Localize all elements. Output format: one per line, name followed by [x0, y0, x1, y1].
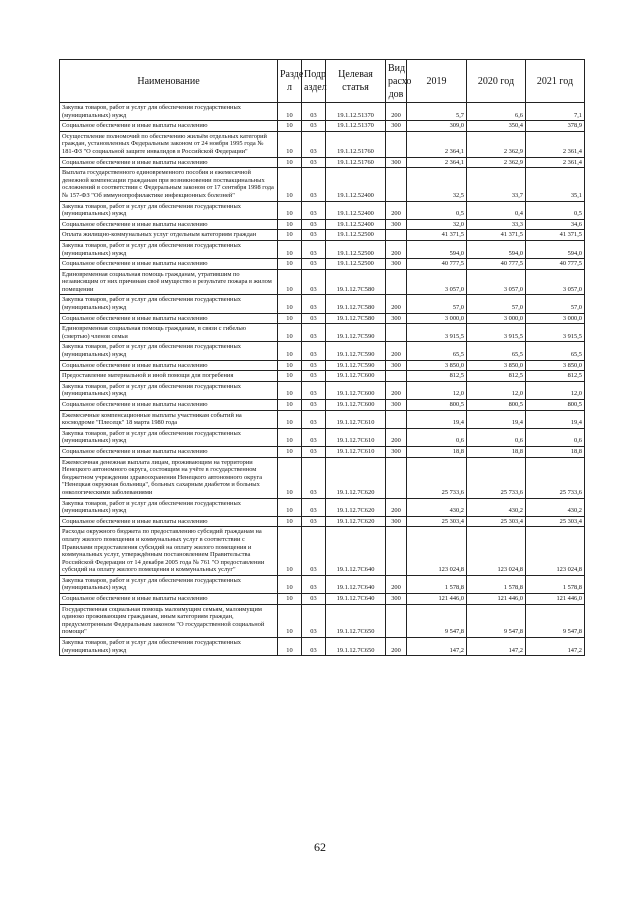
row-target-article: 19.1.12.51370 [326, 121, 386, 132]
row-subsection: 03 [302, 604, 326, 637]
row-section: 10 [278, 446, 302, 457]
row-name: Закупка товаров, работ и услуг для обеспечения государственных (муниципальных) нужд [60, 498, 278, 516]
table-row [60, 269, 585, 295]
table-row [60, 400, 585, 411]
row-value-2020: 430,2 [467, 498, 526, 516]
row-target-article: 19.1.12.51370 [326, 103, 386, 121]
row-value-2019: 40 777,5 [407, 259, 467, 270]
row-target-article: 19.1.12.52500 [326, 240, 386, 258]
row-value-2020: 812,5 [467, 371, 526, 382]
row-value-2020: 3 850,0 [467, 360, 526, 371]
row-name: Закупка товаров, работ и услуг для обеспечения государственных (муниципальных) нужд [60, 381, 278, 399]
table-row [60, 457, 585, 498]
row-value-2020: 65,5 [467, 342, 526, 360]
row-value-2021: 147,2 [526, 638, 585, 656]
row-section: 10 [278, 457, 302, 498]
row-name: Социальное обеспечение и иные выплаты населению [60, 219, 278, 230]
row-name: Закупка товаров, работ и услуг для обеспечения государственных (муниципальных) нужд [60, 240, 278, 258]
row-subsection: 03 [302, 295, 326, 313]
row-value-2020: 18,8 [467, 446, 526, 457]
row-name: Единовременная социальная помощь гражданам, в связи с гибелью (смертью) членов семьи [60, 324, 278, 342]
table-row [60, 230, 585, 241]
row-target-article: 19.1.12.51760 [326, 131, 386, 157]
row-target-article: 19.1.12.7С620 [326, 516, 386, 527]
table-row [60, 410, 585, 428]
row-value-2020: 2 362,9 [467, 157, 526, 168]
row-name: Закупка товаров, работ и услуг для обеспечения государственных (муниципальных) нужд [60, 103, 278, 121]
row-expense-type: 200 [386, 201, 407, 219]
row-subsection: 03 [302, 131, 326, 157]
row-expense-type: 300 [386, 516, 407, 527]
col-header-expense-type: Вид расхо дов [386, 60, 407, 103]
row-name: Закупка товаров, работ и услуг для обеспечения государственных (муниципальных) нужд [60, 638, 278, 656]
row-value-2020: 2 362,9 [467, 131, 526, 157]
row-subsection: 03 [302, 259, 326, 270]
row-expense-type: 200 [386, 498, 407, 516]
row-target-article: 19.1.12.7С650 [326, 638, 386, 656]
table-row [60, 131, 585, 157]
col-header-subsection: Подр аздел [302, 60, 326, 103]
row-expense-type [386, 230, 407, 241]
row-expense-type: 200 [386, 575, 407, 593]
row-value-2021: 3 057,0 [526, 269, 585, 295]
row-value-2019: 9 547,8 [407, 604, 467, 637]
row-target-article: 19.1.12.7С640 [326, 594, 386, 605]
row-section: 10 [278, 410, 302, 428]
row-target-article: 19.1.12.52500 [326, 230, 386, 241]
row-section: 10 [278, 381, 302, 399]
table-row [60, 516, 585, 527]
row-expense-type: 300 [386, 360, 407, 371]
row-name: Социальное обеспечение и иные выплаты населению [60, 400, 278, 411]
row-subsection: 03 [302, 410, 326, 428]
row-expense-type [386, 131, 407, 157]
row-section: 10 [278, 604, 302, 637]
row-section: 10 [278, 295, 302, 313]
row-subsection: 03 [302, 269, 326, 295]
row-value-2019: 18,8 [407, 446, 467, 457]
row-value-2019: 800,5 [407, 400, 467, 411]
row-target-article: 19.1.12.7С590 [326, 342, 386, 360]
row-section: 10 [278, 168, 302, 201]
row-expense-type: 200 [386, 428, 407, 446]
row-subsection: 03 [302, 516, 326, 527]
row-value-2019: 121 446,0 [407, 594, 467, 605]
row-value-2021: 34,6 [526, 219, 585, 230]
row-expense-type: 200 [386, 103, 407, 121]
row-target-article: 19.1.12.7С640 [326, 575, 386, 593]
row-subsection: 03 [302, 638, 326, 656]
row-value-2019: 2 364,1 [407, 157, 467, 168]
row-name: Единовременная социальная помощь гражданам, утратившим по независящим от них причинам своё имущество в результате пожара в жилом помещении [60, 269, 278, 295]
row-section: 10 [278, 259, 302, 270]
col-header-2019: 2019 [407, 60, 467, 103]
row-value-2019: 123 024,8 [407, 527, 467, 576]
row-value-2019: 2 364,1 [407, 131, 467, 157]
row-value-2021: 2 361,4 [526, 157, 585, 168]
row-value-2019: 3 000,0 [407, 313, 467, 324]
row-value-2021: 812,5 [526, 371, 585, 382]
row-subsection: 03 [302, 400, 326, 411]
row-section: 10 [278, 360, 302, 371]
row-expense-type: 300 [386, 219, 407, 230]
row-name: Социальное обеспечение и иные выплаты населению [60, 594, 278, 605]
row-name: Расходы окружного бюджета по предоставлению субсидий гражданам на оплату жилого помещения и коммунальных услуг в соответствии с Правилами предоставления субсидий на оплату жилого помещения и коммунальных услуг, утверждённым постановлением Правительства Российской Федерации от 14 декабря 2005 года № 761 "О предоставлении субсидий на оплату жилого помещения и коммунальных услуг" [60, 527, 278, 576]
row-value-2019: 0,6 [407, 428, 467, 446]
row-value-2021: 35,1 [526, 168, 585, 201]
row-name: Закупка товаров, работ и услуг для обеспечения государственных (муниципальных) нужд [60, 428, 278, 446]
row-section: 10 [278, 269, 302, 295]
row-subsection: 03 [302, 360, 326, 371]
row-subsection: 03 [302, 219, 326, 230]
col-header-section: Разде л [278, 60, 302, 103]
row-value-2020: 33,3 [467, 219, 526, 230]
row-target-article: 19.1.12.7С640 [326, 527, 386, 576]
row-value-2020: 3 000,0 [467, 313, 526, 324]
row-name: Социальное обеспечение и иные выплаты населению [60, 157, 278, 168]
row-value-2020: 6,6 [467, 103, 526, 121]
row-subsection: 03 [302, 527, 326, 576]
row-section: 10 [278, 371, 302, 382]
page-number: 62 [314, 840, 326, 854]
row-value-2020: 40 777,5 [467, 259, 526, 270]
row-subsection: 03 [302, 498, 326, 516]
row-value-2019: 3 057,0 [407, 269, 467, 295]
table-row [60, 201, 585, 219]
row-value-2019: 57,0 [407, 295, 467, 313]
row-subsection: 03 [302, 428, 326, 446]
row-name: Социальное обеспечение и иные выплаты населению [60, 313, 278, 324]
table-row [60, 575, 585, 593]
row-value-2021: 3 915,5 [526, 324, 585, 342]
row-name: Ежемесячная денежная выплата лицам, проживающим на территории Ненецкого автономного округа, состоящим на учёте в государственном бюджетном учреждении здравоохранения Ненецкого автономного округа "Ненецкая окружная больница", больных сахарным диабетом и больных онкологическими заболеваниями [60, 457, 278, 498]
row-subsection: 03 [302, 324, 326, 342]
row-value-2021: 1 578,8 [526, 575, 585, 593]
row-subsection: 03 [302, 313, 326, 324]
row-target-article: 19.1.12.7С580 [326, 313, 386, 324]
row-value-2021: 41 371,5 [526, 230, 585, 241]
row-value-2019: 430,2 [407, 498, 467, 516]
row-name: Государственная социальная помощь малоимущим семьям, малоимущим одиноко проживающим гражданам, иным категориям граждан, предусмотренным Федеральным законом "О государственной социальной помощи" [60, 604, 278, 637]
row-target-article: 19.1.12.7С600 [326, 371, 386, 382]
table-row [60, 103, 585, 121]
table-row [60, 324, 585, 342]
row-target-article: 19.1.12.7С650 [326, 604, 386, 637]
row-target-article: 19.1.12.7С580 [326, 295, 386, 313]
row-value-2019: 12,0 [407, 381, 467, 399]
row-expense-type: 300 [386, 121, 407, 132]
row-value-2019: 25 733,6 [407, 457, 467, 498]
row-section: 10 [278, 428, 302, 446]
row-expense-type [386, 324, 407, 342]
row-name: Выплата государственного единовременного пособия и ежемесячной денежной компенсации гражданам при возникновении поствакцинальных осложнений в соответствии с Федеральным законом от 17 сентября 1998 года № 157-ФЗ "Об иммунопрофилактике инфекционных болезней" [60, 168, 278, 201]
row-subsection: 03 [302, 240, 326, 258]
row-value-2020: 19,4 [467, 410, 526, 428]
row-value-2021: 3 850,0 [526, 360, 585, 371]
table-row [60, 342, 585, 360]
row-name: Осуществление полномочий по обеспечению жильём отдельных категорий граждан, установленных Федеральным законом от 24 ноября 1995 года № 181-ФЗ "О социальной защите инвалидов в Российской Федерации" [60, 131, 278, 157]
row-value-2021: 9 547,8 [526, 604, 585, 637]
table-row [60, 527, 585, 576]
row-name: Социальное обеспечение и иные выплаты населению [60, 516, 278, 527]
row-target-article: 19.1.12.7С580 [326, 269, 386, 295]
row-target-article: 19.1.12.7С600 [326, 400, 386, 411]
col-header-2021: 2021 год [526, 60, 585, 103]
row-value-2021: 123 024,8 [526, 527, 585, 576]
row-expense-type: 200 [386, 295, 407, 313]
row-target-article: 19.1.12.7С610 [326, 446, 386, 457]
row-section: 10 [278, 240, 302, 258]
row-subsection: 03 [302, 230, 326, 241]
row-value-2019: 41 371,5 [407, 230, 467, 241]
row-value-2020: 594,0 [467, 240, 526, 258]
row-value-2021: 430,2 [526, 498, 585, 516]
row-name: Закупка товаров, работ и услуг для обеспечения государственных (муниципальных) нужд [60, 201, 278, 219]
table-row [60, 360, 585, 371]
row-value-2020: 0,4 [467, 201, 526, 219]
row-value-2019: 25 303,4 [407, 516, 467, 527]
row-value-2020: 350,4 [467, 121, 526, 132]
row-value-2019: 0,5 [407, 201, 467, 219]
row-subsection: 03 [302, 381, 326, 399]
row-section: 10 [278, 313, 302, 324]
row-target-article: 19.1.12.52400 [326, 219, 386, 230]
row-subsection: 03 [302, 457, 326, 498]
row-value-2021: 594,0 [526, 240, 585, 258]
table-row [60, 604, 585, 637]
table-row [60, 219, 585, 230]
row-value-2021: 800,5 [526, 400, 585, 411]
table-row [60, 240, 585, 258]
row-section: 10 [278, 638, 302, 656]
row-value-2020: 57,0 [467, 295, 526, 313]
row-subsection: 03 [302, 168, 326, 201]
table-row [60, 446, 585, 457]
row-section: 10 [278, 121, 302, 132]
table-row [60, 638, 585, 656]
row-expense-type: 300 [386, 400, 407, 411]
row-section: 10 [278, 157, 302, 168]
row-value-2019: 147,2 [407, 638, 467, 656]
row-value-2021: 18,8 [526, 446, 585, 457]
row-value-2019: 3 850,0 [407, 360, 467, 371]
row-name: Закупка товаров, работ и услуг для обеспечения государственных (муниципальных) нужд [60, 342, 278, 360]
row-name: Социальное обеспечение и иные выплаты населению [60, 121, 278, 132]
row-name: Оплата жилищно-коммунальных услуг отдельным категориям граждан [60, 230, 278, 241]
table-row [60, 498, 585, 516]
row-subsection: 03 [302, 121, 326, 132]
row-value-2020: 800,5 [467, 400, 526, 411]
row-value-2020: 1 578,8 [467, 575, 526, 593]
table-row [60, 168, 585, 201]
row-value-2021: 65,5 [526, 342, 585, 360]
row-subsection: 03 [302, 575, 326, 593]
table-row [60, 259, 585, 270]
row-name: Социальное обеспечение и иные выплаты населению [60, 259, 278, 270]
row-section: 10 [278, 527, 302, 576]
row-expense-type: 200 [386, 342, 407, 360]
row-expense-type [386, 604, 407, 637]
row-value-2021: 378,9 [526, 121, 585, 132]
row-expense-type: 300 [386, 259, 407, 270]
row-subsection: 03 [302, 157, 326, 168]
table-row [60, 313, 585, 324]
row-value-2020: 123 024,8 [467, 527, 526, 576]
row-value-2021: 3 000,0 [526, 313, 585, 324]
row-value-2021: 7,1 [526, 103, 585, 121]
row-value-2019: 1 578,8 [407, 575, 467, 593]
row-name: Ежемесячные компенсационные выплаты участникам событий на космодроме "Плесецк" 18 марта 1980 года [60, 410, 278, 428]
row-value-2019: 32,0 [407, 219, 467, 230]
row-expense-type: 200 [386, 638, 407, 656]
row-value-2021: 57,0 [526, 295, 585, 313]
row-value-2021: 2 361,4 [526, 131, 585, 157]
row-value-2020: 9 547,8 [467, 604, 526, 637]
col-header-2020: 2020 год [467, 60, 526, 103]
table-row [60, 594, 585, 605]
row-value-2019: 594,0 [407, 240, 467, 258]
row-section: 10 [278, 324, 302, 342]
row-name: Предоставление материальной и иной помощи для погребения [60, 371, 278, 382]
row-section: 10 [278, 201, 302, 219]
row-target-article: 19.1.12.7С590 [326, 324, 386, 342]
header-row [60, 60, 585, 103]
row-value-2020: 147,2 [467, 638, 526, 656]
col-header-name: Наименование [60, 60, 278, 103]
row-value-2021: 0,5 [526, 201, 585, 219]
row-value-2020: 33,7 [467, 168, 526, 201]
row-name: Социальное обеспечение и иные выплаты населению [60, 360, 278, 371]
row-expense-type: 300 [386, 313, 407, 324]
table-row [60, 157, 585, 168]
row-expense-type [386, 371, 407, 382]
row-target-article: 19.1.12.52400 [326, 201, 386, 219]
row-section: 10 [278, 219, 302, 230]
row-value-2019: 19,4 [407, 410, 467, 428]
table-body [60, 103, 585, 656]
row-section: 10 [278, 103, 302, 121]
row-value-2021: 0,6 [526, 428, 585, 446]
row-target-article: 19.1.12.7С620 [326, 457, 386, 498]
row-value-2019: 309,0 [407, 121, 467, 132]
row-expense-type [386, 269, 407, 295]
row-value-2021: 25 733,6 [526, 457, 585, 498]
row-expense-type [386, 457, 407, 498]
row-subsection: 03 [302, 446, 326, 457]
row-value-2021: 40 777,5 [526, 259, 585, 270]
row-section: 10 [278, 342, 302, 360]
row-target-article: 19.1.12.51760 [326, 157, 386, 168]
row-value-2020: 25 303,4 [467, 516, 526, 527]
row-section: 10 [278, 131, 302, 157]
row-subsection: 03 [302, 342, 326, 360]
row-section: 10 [278, 230, 302, 241]
row-target-article: 19.1.12.7С610 [326, 428, 386, 446]
row-name: Закупка товаров, работ и услуг для обеспечения государственных (муниципальных) нужд [60, 295, 278, 313]
row-target-article: 19.1.12.52400 [326, 168, 386, 201]
col-header-target: Целевая статья [326, 60, 386, 103]
row-target-article: 19.1.12.7С620 [326, 498, 386, 516]
row-section: 10 [278, 516, 302, 527]
row-target-article: 19.1.12.7С600 [326, 381, 386, 399]
row-subsection: 03 [302, 371, 326, 382]
row-target-article: 19.1.12.7С590 [326, 360, 386, 371]
row-value-2020: 25 733,6 [467, 457, 526, 498]
row-name: Социальное обеспечение и иные выплаты населению [60, 446, 278, 457]
row-value-2020: 3 057,0 [467, 269, 526, 295]
row-value-2020: 3 915,5 [467, 324, 526, 342]
row-section: 10 [278, 575, 302, 593]
row-target-article: 19.1.12.52500 [326, 259, 386, 270]
row-name: Закупка товаров, работ и услуг для обеспечения государственных (муниципальных) нужд [60, 575, 278, 593]
row-section: 10 [278, 498, 302, 516]
row-value-2019: 65,5 [407, 342, 467, 360]
row-value-2021: 25 303,4 [526, 516, 585, 527]
row-value-2019: 812,5 [407, 371, 467, 382]
budget-table [59, 59, 585, 656]
table-row [60, 381, 585, 399]
row-value-2021: 12,0 [526, 381, 585, 399]
row-value-2020: 41 371,5 [467, 230, 526, 241]
row-expense-type: 200 [386, 240, 407, 258]
row-expense-type [386, 168, 407, 201]
row-value-2019: 3 915,5 [407, 324, 467, 342]
row-value-2021: 19,4 [526, 410, 585, 428]
row-value-2019: 32,5 [407, 168, 467, 201]
row-expense-type: 200 [386, 381, 407, 399]
table-row [60, 428, 585, 446]
row-expense-type [386, 410, 407, 428]
table-row [60, 121, 585, 132]
table-row [60, 295, 585, 313]
row-expense-type [386, 527, 407, 576]
row-expense-type: 300 [386, 594, 407, 605]
row-expense-type: 300 [386, 157, 407, 168]
row-value-2020: 12,0 [467, 381, 526, 399]
row-section: 10 [278, 400, 302, 411]
row-value-2020: 0,6 [467, 428, 526, 446]
row-section: 10 [278, 594, 302, 605]
row-target-article: 19.1.12.7С610 [326, 410, 386, 428]
row-subsection: 03 [302, 201, 326, 219]
row-value-2019: 5,7 [407, 103, 467, 121]
row-subsection: 03 [302, 594, 326, 605]
row-subsection: 03 [302, 103, 326, 121]
row-value-2020: 121 446,0 [467, 594, 526, 605]
table-row [60, 371, 585, 382]
row-expense-type: 300 [386, 446, 407, 457]
row-value-2021: 121 446,0 [526, 594, 585, 605]
